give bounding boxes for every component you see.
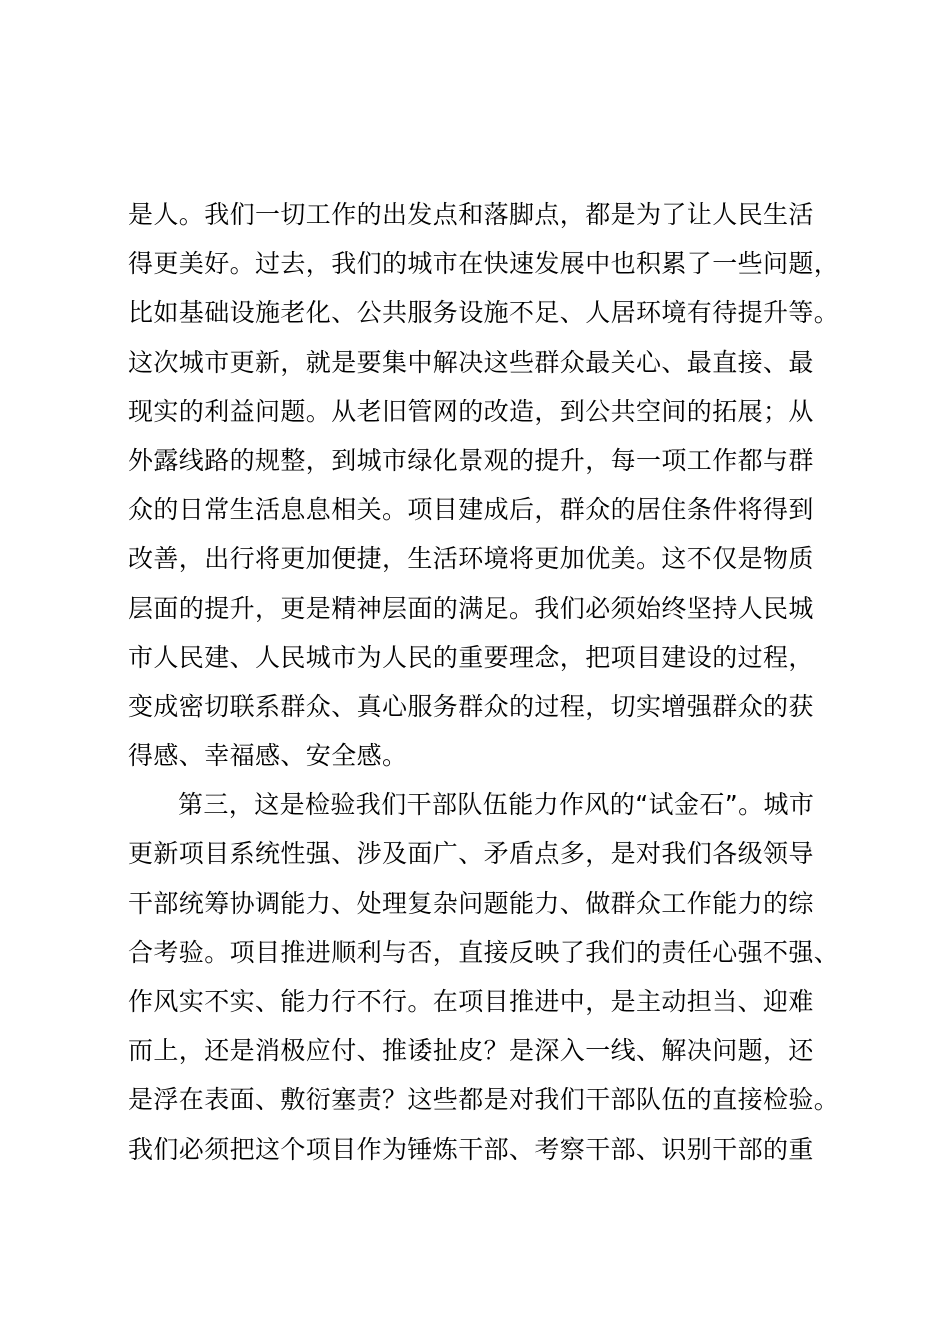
text-line: 是浮在表面、敷衍塞责？这些都是对我们干部队伍的直接检验。	[128, 1085, 840, 1115]
text-line: 而上，还是消极应付、推诿扯皮？是深入一线、解决问题，还	[128, 1036, 814, 1066]
text-line: 作风实不实、能力行不行。在项目推进中，是主动担当、迎难	[128, 987, 814, 1016]
text-line: 比如基础设施老化、公共服务设施不足、人居环境有待提升等。	[128, 298, 840, 328]
text-line: 现实的利益问题。从老旧管网的改造，到公共空间的拓展；从	[128, 396, 814, 426]
text-line: 层面的提升，更是精神层面的满足。我们必须始终坚持人民城	[128, 593, 814, 623]
text-line: 是人。我们一切工作的出发点和落脚点，都是为了让人民生活	[128, 200, 814, 229]
text-line: 我们必须把这个项目作为锤炼干部、考察干部、识别干部的重	[128, 1134, 814, 1164]
text-line: 改善，出行将更加便捷，生活环境将更加优美。这不仅是物质	[128, 544, 814, 574]
text-line: 合考验。项目推进顺利与否，直接反映了我们的责任心强不强、	[128, 937, 840, 967]
text-line: 众的日常生活息息相关。项目建成后，群众的居住条件将得到	[128, 495, 814, 525]
text-line: 得更美好。过去，我们的城市在快速发展中也积累了一些问题，	[128, 249, 840, 279]
text-line: 这次城市更新，就是要集中解决这些群众最关心、最直接、最	[128, 347, 814, 377]
text-line: 变成密切联系群众、真心服务群众的过程，切实增强群众的获	[128, 691, 814, 721]
paragraph-start-line: 第三，这是检验我们干部队伍能力作风的“试金石”。城市	[178, 790, 815, 820]
text-line: 外露线路的规整，到城市绿化景观的提升，每一项工作都与群	[128, 445, 814, 475]
body-text	[128, 190, 848, 1174]
text-line: 干部统筹协调能力、处理复杂问题能力、做群众工作能力的综	[128, 888, 814, 918]
text-line: 市人民建、人民城市为人民的重要理念，把项目建设的过程，	[128, 642, 814, 672]
text-line: 更新项目系统性强、涉及面广、矛盾点多，是对我们各级领导	[128, 839, 814, 869]
text-line: 得感、幸福感、安全感。	[128, 741, 408, 771]
